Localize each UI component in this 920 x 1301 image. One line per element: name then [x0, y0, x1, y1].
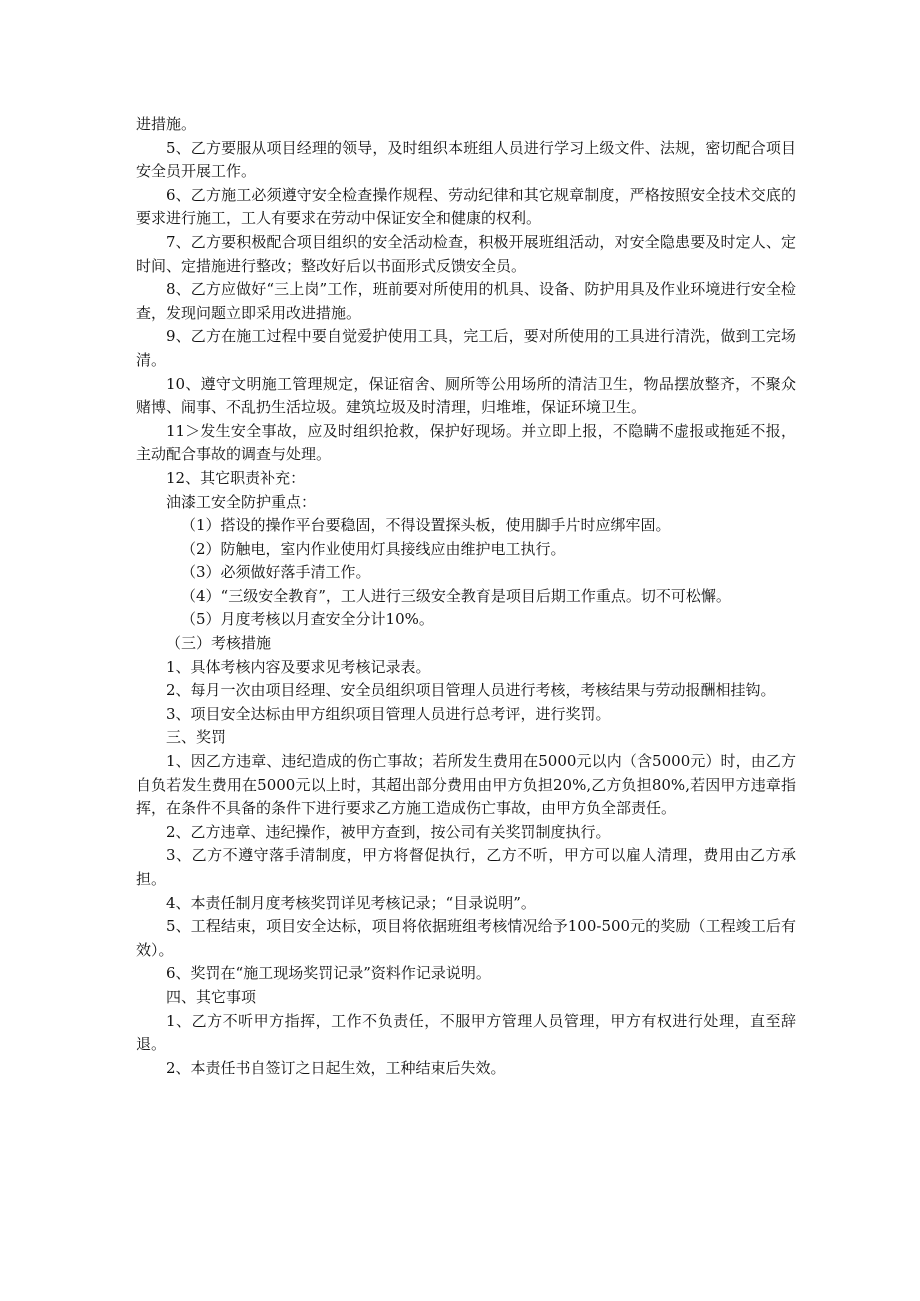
paragraph: 10、遵守文明施工管理规定，保证宿舍、厕所等公用场所的清洁卫生，物品摆放整齐，不聚众赌博、闹事、不乱扔生活垃圾。建筑垃圾及时清理，归堆堆，保证环境卫生。 — [136, 374, 796, 417]
paragraph: 1、乙方不听甲方指挥，工作不负责任，不服甲方管理人员管理，甲方有权进行处理，直至辞退。 — [136, 1011, 796, 1054]
paragraph: 进措施。 — [136, 115, 197, 133]
paragraph: 2、乙方违章、违纪操作，被甲方查到，按公司有关奖罚制度执行。 — [166, 822, 611, 841]
document-body — [136, 113, 796, 1080]
paragraph: 5、工程结束，项目安全达标，项目将依据班组考核情况给予100-500元的奖励（工程竣工后有效）。 — [136, 917, 796, 959]
paragraph: 7、乙方要积极配合项目组织的安全活动检查，积极开展班组活动，对安全隐患要及时定人、定时间、定措施进行整改；整改好后以书面形式反馈安全员。 — [136, 232, 796, 275]
list-item: （1）搭设的操作平台要稳固，不得设置探头板，使用脚手片时应绑牢固。 — [181, 516, 671, 535]
list-item: （4）“三级安全教育”，工人进行三级安全教育是项目后期工作重点。切不可松懈。 — [181, 586, 731, 605]
list-item: （2）防触电，室内作业使用灯具接线应由维护电工执行。 — [181, 539, 566, 558]
paragraph: 12、其它职责补充： — [166, 468, 306, 487]
paragraph: 3、乙方不遵守落手清制度，甲方将督促执行，乙方不听，甲方可以雇人清理，费用由乙方承担。 — [136, 846, 796, 888]
section-heading: 三、奖罚 — [166, 728, 227, 747]
paragraph: 1、具体考核内容及要求见考核记录表。 — [166, 657, 431, 676]
section-heading: （三）考核措施 — [166, 634, 272, 653]
paragraph: 2、本责任书自签订之日起生效，工种结束后失效。 — [166, 1058, 506, 1077]
paragraph: 6、乙方施工必须遵守安全检查操作规程、劳动纪律和其它规章制度，严格按照安全技术交底的要求进行施工，工人有要求在劳动中保证安全和健康的权利。 — [136, 185, 796, 228]
paragraph: 3、项目安全达标由甲方组织项目管理人员进行总考评，进行奖罚。 — [166, 704, 611, 723]
paragraph: 2、每月一次由项目经理、安全员组织项目管理人员进行考核，考核结果与劳动报酬相挂钩。 — [166, 681, 776, 700]
section-heading: 油漆工安全防护重点： — [166, 492, 317, 511]
paragraph: 6、奖罚在“施工现场奖罚记录”资料作记录说明。 — [166, 964, 491, 983]
list-item: （3）必须做好落手清工作。 — [181, 563, 371, 582]
section-heading: 四、其它事项 — [166, 987, 257, 1006]
paragraph: 4、本责任制月度考核奖罚详见考核记录；“目录说明”。 — [166, 893, 536, 912]
paragraph: 9、乙方在施工过程中要自觉爱护使用工具，完工后，要对所使用的工具进行清洗，做到工完场清。 — [136, 327, 796, 369]
list-item: （5）月度考核以月查安全分计10%。 — [181, 610, 434, 629]
paragraph: 1、因乙方违章、违纪造成的伤亡事故；若所发生费用在5000元以内（含5000元）时，由乙方自负若发生费用在5000元以上时，其超出部分费用由甲方负担20%,乙方负担80%,若因甲方违章指挥，在条件不具备的条件下进行要求乙方施工造成伤亡事故，由甲方负全部责任。 — [136, 752, 796, 818]
paragraph: 5、乙方要服从项目经理的领导，及时组织本班组人员进行学习上级文件、法规，密切配合项目安全员开展工作。 — [136, 138, 796, 181]
paragraph: 8、乙方应做好“三上岗”工作，班前要对所使用的机具、设备、防护用具及作业环境进行安全检查，发现问题立即采用改进措施。 — [136, 280, 796, 322]
paragraph: 11＞发生安全事故，应及时组织抢救，保护好现场。并立即上报，不隐瞒不虚报或拖延不报，主动配合事故的调查与处理。 — [136, 421, 796, 464]
